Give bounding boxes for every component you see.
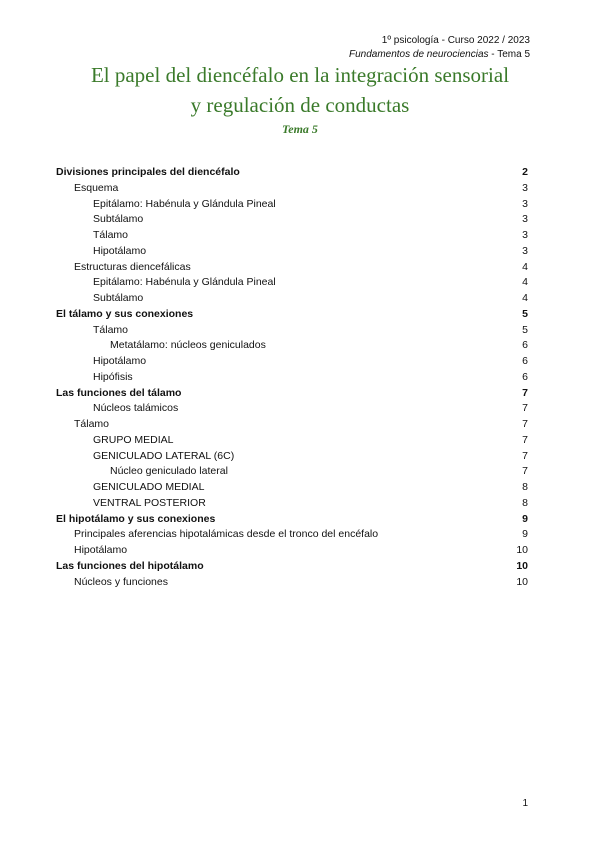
toc-entry-title: VENTRAL POSTERIOR — [93, 496, 206, 509]
toc-entry-title: Epitálamo: Habénula y Glándula Pineal — [93, 276, 276, 289]
toc-entry[interactable] — [56, 575, 528, 591]
toc-entry[interactable] — [56, 244, 528, 260]
toc-entry-title: Principales aferencias hipotalámicas desde el tronco del encéfalo — [74, 528, 379, 541]
toc-entry-title: Las funciones del hipotálamo — [56, 559, 204, 572]
toc-entry[interactable] — [56, 181, 528, 197]
toc-entry-title: Divisiones principales del diencéfalo — [56, 166, 240, 178]
toc-entry-page: 6 — [522, 370, 528, 383]
toc-entry-title: Metatálamo: núcleos geniculados — [110, 339, 266, 352]
toc-entry-page: 6 — [522, 339, 528, 352]
toc-entry[interactable] — [56, 291, 528, 307]
toc-entry[interactable] — [56, 228, 528, 244]
toc-entry[interactable] — [56, 417, 528, 433]
page-number: 1 — [522, 798, 528, 809]
toc-entry[interactable] — [56, 354, 528, 370]
toc-entry-page: 4 — [522, 260, 528, 273]
toc-entry-title: Hipófisis — [93, 370, 133, 383]
toc-entry[interactable] — [56, 401, 528, 417]
toc-entry-page: 7 — [522, 418, 528, 430]
toc-entry[interactable] — [56, 480, 528, 496]
toc-entry[interactable] — [56, 307, 528, 323]
toc-entry[interactable] — [56, 464, 528, 480]
toc-entry-title: GENICULADO MEDIAL — [93, 481, 205, 493]
toc-entry-title: Tálamo — [74, 418, 110, 430]
page-header — [349, 34, 530, 62]
toc-entry[interactable] — [56, 433, 528, 449]
toc-entry-page: 9 — [522, 528, 528, 541]
toc-entry-page: 8 — [522, 481, 528, 493]
toc-entry-page: 10 — [516, 559, 528, 572]
toc-entry[interactable] — [56, 165, 528, 181]
toc-entry-page: 9 — [522, 512, 528, 525]
toc-entry-title: El hipotálamo y sus conexiones — [56, 512, 216, 525]
toc-entry-title: Hipotálamo — [93, 355, 147, 367]
toc-entry-page: 7 — [522, 449, 528, 462]
toc-entry-title: Núcleos talámicos — [93, 402, 179, 415]
toc-entry-title: Hipotálamo — [93, 244, 147, 257]
course-line: 1º psicología - Curso 2022 / 2023 — [381, 35, 530, 46]
document-title-line-1: El papel del diencéfalo en la integración sensorial — [90, 63, 510, 87]
toc-entry-page: 5 — [522, 323, 528, 336]
toc-entry-title: GENICULADO LATERAL (6C) — [93, 449, 235, 462]
toc-entry[interactable] — [56, 275, 528, 291]
toc-entry[interactable] — [56, 527, 528, 543]
toc-entry[interactable] — [56, 512, 528, 528]
toc-entry-page: 3 — [522, 213, 528, 226]
subject-topic: - Tema 5 — [488, 49, 530, 60]
toc-entry-title: El tálamo y sus conexiones — [56, 307, 194, 320]
toc-entry-title: Subtálamo — [93, 292, 144, 304]
toc-entry[interactable] — [56, 449, 528, 465]
toc-entry-page: 8 — [522, 496, 528, 509]
toc-entry-page: 10 — [516, 544, 528, 556]
toc-entry-page: 4 — [522, 276, 528, 289]
toc-entry-title: Núcleo geniculado lateral — [110, 465, 228, 478]
toc-entry-page: 7 — [522, 433, 528, 446]
toc-entry[interactable] — [56, 197, 528, 213]
subject-line — [349, 48, 530, 62]
toc-entry-title: Hipotálamo — [74, 544, 128, 556]
toc-entry-page: 2 — [522, 166, 528, 178]
toc-entry-title: Las funciones del tálamo — [56, 386, 182, 399]
toc-entry-page: 3 — [522, 229, 528, 241]
subject-name: Fundamentos de neurociencias — [348, 49, 489, 60]
toc-entry-page: 7 — [522, 386, 528, 399]
toc-entry[interactable] — [56, 496, 528, 512]
toc-entry-page: 3 — [522, 244, 528, 257]
toc-entry-title: Epitálamo: Habénula y Glándula Pineal — [93, 197, 276, 210]
toc-entry-page: 4 — [522, 292, 528, 304]
toc-entry[interactable] — [56, 212, 528, 228]
toc-entry-page: 3 — [522, 197, 528, 210]
toc-entry-title: Esquema — [74, 181, 119, 194]
toc-entry[interactable] — [56, 323, 528, 339]
toc-entry[interactable] — [56, 386, 528, 402]
toc-entry-title: Tálamo — [93, 229, 129, 241]
toc-entry[interactable] — [56, 543, 528, 559]
toc-entry-title: Subtálamo — [93, 213, 144, 226]
toc-entry-title: Núcleos y funciones — [74, 575, 168, 588]
table-of-contents — [56, 165, 528, 590]
toc-entry[interactable] — [56, 559, 528, 575]
toc-entry[interactable] — [56, 338, 528, 354]
toc-entry-title: GRUPO MEDIAL — [93, 433, 174, 446]
document-subtitle: Tema 5 — [282, 122, 318, 136]
toc-entry-page: 7 — [522, 465, 528, 478]
toc-entry-page: 3 — [522, 181, 528, 194]
toc-entry-page: 6 — [522, 355, 528, 367]
toc-entry-title: Tálamo — [93, 323, 129, 336]
document-title-line-2: y regulación de conductas — [190, 93, 410, 117]
toc-entry-page: 10 — [516, 575, 528, 588]
toc-entry[interactable] — [56, 370, 528, 386]
toc-entry[interactable] — [56, 260, 528, 276]
toc-entry-title: Estructuras diencefálicas — [74, 260, 191, 273]
toc-entry-page: 5 — [522, 307, 528, 320]
toc-entry-page: 7 — [522, 402, 528, 415]
